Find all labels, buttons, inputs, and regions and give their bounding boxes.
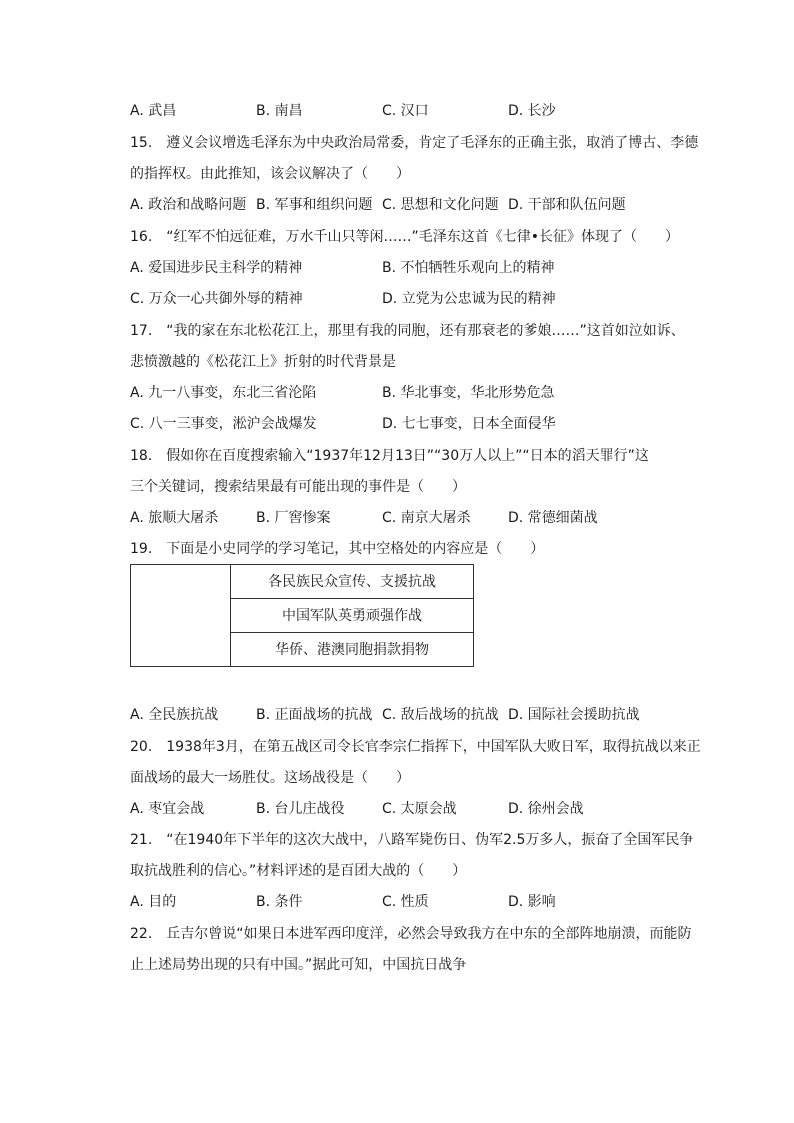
- q18-option-a: A. 旅顺大屠杀: [130, 510, 219, 526]
- q16-stem-line-1: 16. “红军不怕远征难，万水千山只等闲……”毛泽东这首《七律•长征》体现了（ ）: [130, 229, 680, 245]
- q22-stem-line-2: 止上述局势出现的只有中国。”据此可知，中国抗日战争: [130, 957, 467, 973]
- q21-option-d: D. 影响: [508, 894, 556, 910]
- q15-option-b: B. 军事和组织问题: [256, 197, 373, 213]
- q15-stem-line-2: 的指挥权。由此推知，该会议解决了（ ）: [130, 166, 410, 182]
- q19-table-item-3: 华侨、港澳同胞捐款捐物: [231, 633, 474, 667]
- q14-option-b: B. 南昌: [256, 103, 303, 119]
- q17-stem-line-2: 悲愤激越的《松花江上》折射的时代背景是: [130, 354, 396, 370]
- q21-option-a: A. 目的: [130, 894, 177, 910]
- q19-option-d: D. 国际社会援助抗战: [508, 707, 640, 723]
- q16-option-d: D. 立党为公忠诚为民的精神: [382, 291, 556, 307]
- q19-blank-cell: [131, 565, 231, 667]
- q16-option-c: C. 万众一心共御外辱的精神: [130, 291, 303, 307]
- q18-option-c: C. 南京大屠杀: [382, 510, 471, 526]
- q15-option-d: D. 干部和队伍问题: [508, 197, 626, 213]
- q18-stem-line-2: 三个关键词，搜索结果最有可能出现的事件是（ ）: [130, 479, 466, 495]
- q19-table-item-2: 中国军队英勇顽强作战: [231, 599, 474, 633]
- q21-stem-line-1: 21. “在1940年下半年的这次大战中，八路军毙伤日、伪军2.5万多人，振奋了全国军民争: [130, 832, 694, 848]
- q20-option-d: D. 徐州会战: [508, 801, 584, 817]
- q19-table-item-1: 各民族民众宣传、支援抗战: [231, 565, 474, 599]
- q20-option-b: B. 台儿庄战役: [256, 801, 345, 817]
- q15-option-a: A. 政治和战略问题: [130, 197, 247, 213]
- q15-option-c: C. 思想和文化问题: [382, 197, 499, 213]
- q21-stem-line-2: 取抗战胜利的信心。”材料评述的是百团大战的（ ）: [130, 863, 467, 879]
- q16-option-b: B. 不怕牺牲乐观向上的精神: [382, 260, 555, 276]
- q17-option-c: C. 八一三事变，淞沪会战爆发: [130, 416, 317, 432]
- q19-option-a: A. 全民族抗战: [130, 707, 219, 723]
- q19-notes-table: [130, 564, 474, 667]
- q14-option-d: D. 长沙: [508, 103, 556, 119]
- q19-stem-line-1: 19. 下面是小史同学的学习笔记，其中空格处的内容应是（ ）: [130, 541, 545, 557]
- q17-option-a: A. 九一八事变，东北三省沦陷: [130, 385, 317, 401]
- q21-option-b: B. 条件: [256, 894, 303, 910]
- q16-option-a: A. 爱国进步民主科学的精神: [130, 260, 303, 276]
- q17-stem-line-1: 17. “我的家在东北松花江上，那里有我的同胞，还有那衰老的爹娘……”这首如泣如诉、: [130, 323, 685, 339]
- q20-stem-line-1: 20. 1938年3月，在第五战区司令长官李宗仁指挥下，中国军队大败日军，取得抗战以来正: [130, 739, 701, 755]
- q21-option-c: C. 性质: [382, 894, 429, 910]
- q17-option-b: B. 华北事变，华北形势危急: [382, 385, 555, 401]
- q22-stem-line-1: 22. 丘吉尔曾说“如果日本进军西印度洋，必然会导致我方在中东的全部阵地崩溃，而能防: [130, 926, 692, 942]
- q19-option-c: C. 敌后战场的抗战: [382, 707, 499, 723]
- q19-option-b: B. 正面战场的抗战: [256, 707, 373, 723]
- q20-option-a: A. 枣宜会战: [130, 801, 205, 817]
- q20-stem-line-2: 面战场的最大一场胜仗。这场战役是（ ）: [130, 770, 410, 786]
- q18-stem-line-1: 18. 假如你在百度搜索输入“1937年12月13日”“30万人以上”“日本的滔天罪行”这: [130, 448, 649, 464]
- q17-option-d: D. 七七事变，日本全面侵华: [382, 416, 556, 432]
- q14-option-a: A. 武昌: [130, 103, 177, 119]
- q14-option-c: C. 汉口: [382, 103, 429, 119]
- q15-stem-line-1: 15. 遵义会议增选毛泽东为中央政治局常委，肯定了毛泽东的正确主张，取消了博古、李德: [130, 135, 699, 151]
- q18-option-d: D. 常德细菌战: [508, 510, 598, 526]
- table-row: [131, 565, 474, 599]
- q20-option-c: C. 太原会战: [382, 801, 457, 817]
- q18-option-b: B. 厂窖惨案: [256, 510, 331, 526]
